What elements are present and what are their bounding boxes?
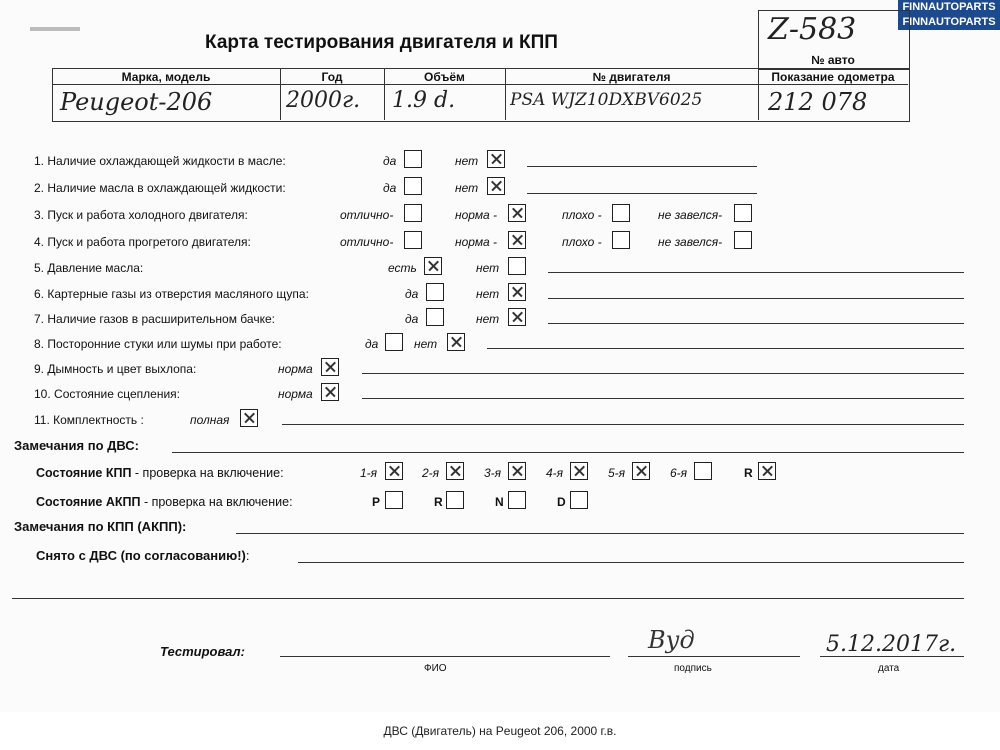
gear-3-checkbox[interactable] — [508, 462, 526, 480]
opt-label: нет — [476, 287, 500, 301]
question-4: 4. Пуск и работа прогретого двигателя: — [34, 235, 251, 249]
q5-net-checkbox[interactable] — [508, 257, 526, 275]
dvs-remarks-line — [172, 452, 964, 453]
opt-label: нет — [476, 261, 500, 275]
opt-label: плохо - — [562, 208, 602, 222]
form-title: Карта тестирования двигателя и КПП — [205, 32, 558, 53]
kpp-remarks-line — [236, 533, 964, 534]
fio-label: ФИО — [424, 663, 447, 674]
opt-label: полная — [190, 413, 230, 427]
akpp-p-checkbox[interactable] — [385, 491, 403, 509]
q8-notes-line — [487, 348, 964, 349]
q6-da-checkbox[interactable] — [426, 283, 444, 301]
opt-label: да — [365, 337, 379, 351]
opt-label: норма - — [455, 208, 498, 222]
question-1: 1. Наличие охлаждающей жидкости в масле: — [34, 154, 286, 168]
gear-2-checkbox[interactable] — [446, 462, 464, 480]
q11-polnaya-checkbox[interactable] — [240, 409, 258, 427]
removed-label: Снято с ДВС (по согласованию!): — [36, 548, 250, 563]
q1-da-checkbox[interactable] — [404, 150, 422, 168]
akpp-label: N — [495, 495, 504, 509]
opt-label: есть — [388, 261, 417, 275]
question-2: 2. Наличие масла в охлаждающей жидкости: — [34, 181, 286, 195]
akpp-r-checkbox[interactable] — [446, 491, 464, 509]
gear-6-checkbox[interactable] — [694, 462, 712, 480]
signature: Вуд — [648, 626, 695, 654]
volume-label: Объём — [424, 70, 465, 84]
opt-label: норма — [278, 387, 313, 401]
scan-mark — [30, 27, 80, 31]
opt-label: нет — [455, 154, 479, 168]
question-10: 10. Состояние сцепления: — [34, 387, 180, 401]
q2-da-checkbox[interactable] — [404, 177, 422, 195]
question-5: 5. Давление масла: — [34, 261, 144, 275]
opt-label: нет — [476, 312, 500, 326]
watermark-logo: FINNAUTOPARTS — [898, 0, 1000, 15]
signature-line — [628, 656, 800, 657]
kpp-remarks-label: Замечания по КПП (АКПП): — [14, 519, 187, 534]
q5-notes-line — [548, 272, 964, 273]
date-label: дата — [878, 663, 900, 674]
date-line — [820, 656, 964, 657]
q4-ploho-checkbox[interactable] — [612, 231, 630, 249]
opt-label: да — [383, 154, 397, 168]
image-caption: ДВС (Двигатель) на Peugeot 206, 2000 г.в. — [383, 724, 617, 738]
q3-ploho-checkbox[interactable] — [612, 204, 630, 222]
kpp-check-label: Состояние КПП - проверка на включение: — [36, 466, 284, 480]
model-value: Peugeot-206 — [60, 88, 213, 116]
akpp-label: R — [434, 495, 443, 509]
car-no-label: № авто — [811, 53, 855, 67]
gear-1-checkbox[interactable] — [385, 462, 403, 480]
q9-notes-line — [362, 373, 964, 374]
q1-net-checkbox[interactable] — [487, 150, 505, 168]
q3-norma-checkbox[interactable] — [508, 204, 526, 222]
opt-label: да — [383, 181, 397, 195]
question-11: 11. Комплектность : — [34, 413, 144, 427]
removed-line — [298, 562, 964, 563]
question-8: 8. Посторонние стуки или шумы при работе: — [34, 337, 282, 351]
q8-net-checkbox[interactable] — [447, 333, 465, 351]
opt-label: не завелся- — [658, 235, 723, 249]
gear-r-checkbox[interactable] — [758, 462, 776, 480]
akpp-check-label: Состояние АКПП - проверка на включение: — [36, 495, 293, 509]
q6-notes-line — [548, 298, 964, 299]
question-6: 6. Картерные газы из отверстия масляного щупа: — [34, 287, 309, 301]
akpp-label: P — [372, 495, 381, 509]
gear-label: 5-я — [608, 466, 626, 480]
tested-label: Тестировал: — [160, 644, 245, 659]
q6-net-checkbox[interactable] — [508, 283, 526, 301]
q3-otlichno-checkbox[interactable] — [404, 204, 422, 222]
gear-label: 2-я — [422, 466, 440, 480]
opt-label: отлично- — [340, 208, 394, 222]
q4-norma-checkbox[interactable] — [508, 231, 526, 249]
q10-norma-checkbox[interactable] — [321, 383, 339, 401]
model-label: Марка, модель — [121, 70, 211, 84]
q4-ne-zavelsya-checkbox[interactable] — [734, 231, 752, 249]
header-divider — [52, 84, 908, 85]
extra-line — [12, 598, 964, 599]
opt-label: отлично- — [340, 235, 394, 249]
q7-notes-line — [548, 323, 964, 324]
gear-5-checkbox[interactable] — [632, 462, 650, 480]
q3-ne-zavelsya-checkbox[interactable] — [734, 204, 752, 222]
q2-notes-line — [527, 193, 757, 194]
fio-line — [280, 656, 610, 657]
year-value: 2000г. — [286, 88, 361, 113]
opt-label: норма — [278, 362, 313, 376]
q11-notes-line — [282, 424, 964, 425]
year-label: Год — [321, 70, 343, 84]
gear-label: 1-я — [360, 466, 378, 480]
q7-da-checkbox[interactable] — [426, 308, 444, 326]
signature-label: подпись — [674, 663, 712, 674]
engine-no-label: № двигателя — [592, 70, 671, 84]
car-number-value: Z-583 — [768, 12, 857, 47]
question-7: 7. Наличие газов в расширительном бачке: — [34, 312, 275, 326]
q1-notes-line — [527, 166, 757, 167]
q2-net-checkbox[interactable] — [487, 177, 505, 195]
gear-label: 6-я — [670, 466, 688, 480]
q9-norma-checkbox[interactable] — [321, 358, 339, 376]
opt-label: норма - — [455, 235, 498, 249]
opt-label: не завелся- — [658, 208, 723, 222]
watermark-logo-2: FINNAUTOPARTS — [898, 15, 1000, 30]
gear-4-checkbox[interactable] — [570, 462, 588, 480]
date-value: 5.12.2017г. — [826, 632, 957, 657]
akpp-n-checkbox[interactable] — [508, 491, 526, 509]
akpp-label: D — [557, 495, 566, 509]
q7-net-checkbox[interactable] — [508, 308, 526, 326]
opt-label: нет — [414, 337, 438, 351]
gear-label: 4-я — [546, 466, 564, 480]
opt-label: да — [405, 312, 419, 326]
gear-label: R — [744, 466, 753, 480]
engine-no-value: PSA WJZ10DXBV6025 — [510, 90, 703, 110]
opt-label: нет — [455, 181, 479, 195]
question-9: 9. Дымность и цвет выхлопа: — [34, 362, 197, 376]
q10-notes-line — [362, 398, 964, 399]
q8-da-checkbox[interactable] — [385, 333, 403, 351]
question-3: 3. Пуск и работа холодного двигателя: — [34, 208, 248, 222]
volume-value: 1.9 d. — [392, 88, 456, 113]
akpp-d-checkbox[interactable] — [570, 491, 588, 509]
q5-est-checkbox[interactable] — [424, 257, 442, 275]
gear-label: 3-я — [484, 466, 502, 480]
odometer-label: Показание одометра — [771, 70, 895, 84]
odometer-value: 212 078 — [768, 88, 868, 116]
opt-label: плохо - — [562, 235, 602, 249]
dvs-remarks-label: Замечания по ДВС: — [14, 438, 139, 453]
q4-otlichno-checkbox[interactable] — [404, 231, 422, 249]
opt-label: да — [405, 287, 419, 301]
